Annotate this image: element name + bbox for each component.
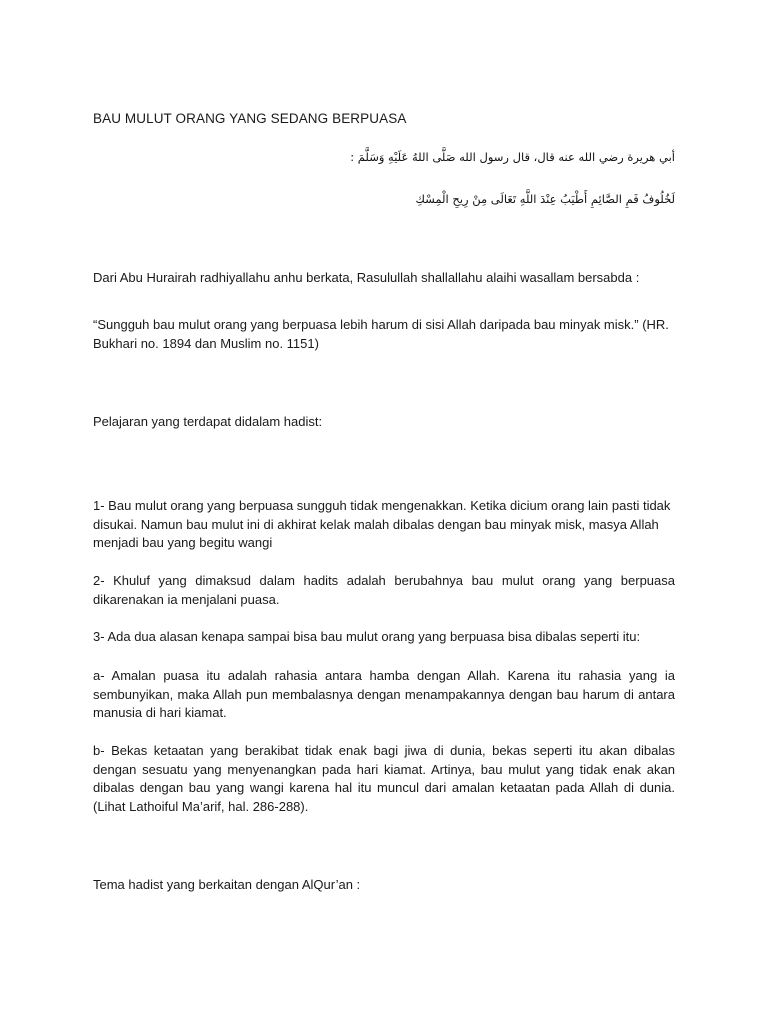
lesson-point-3b: b- Bekas ketaatan yang berakibat tidak enak bagi jiwa di dunia, bekas seperti itu akan dibalas dengan sesuatu yang menyenangkan pada hari kiamat. Artinya, bau mulut yang tidak enak akan dibalas dengan bau yang wangi karena hal itu muncul dari amalan ketaatan pada Allah di dunia. (Lihat Lathoiful Ma’arif, hal. 286-288). xyxy=(93,743,675,814)
lesson-point-2: 2- Khuluf yang dimaksud dalam hadits adalah berubahnya bau mulut orang yang berpuasa dikarenakan ia menjalani puasa. xyxy=(93,573,675,607)
lesson-point-3a: a- Amalan puasa itu adalah rahasia antara hamba dengan Allah. Karena itu rahasia yang ia sembunyikan, maka Allah pun membalasnya dengan menampakannya dengan bau harum di antara manusia di hari kiamat. xyxy=(93,668,675,720)
arabic-isnad-line: أبي هريرة رضي الله عنه قال، قال رسول الله صَلَّى اللهُ عَلَيْهِ وَسَلَّمَ : xyxy=(350,150,675,164)
theme-heading: Tema hadist yang berkaitan dengan AlQur’an : xyxy=(93,877,361,892)
intro-paragraph: Dari Abu Hurairah radhiyallahu anhu berkata, Rasulullah shallallahu alaihi wasallam bersabda : xyxy=(93,270,640,285)
lessons-heading: Pelajaran yang terdapat didalam hadist: xyxy=(93,414,323,429)
document-title: BAU MULUT ORANG YANG SEDANG BERPUASA xyxy=(93,111,407,126)
hadith-translation: “Sungguh bau mulut orang yang berpuasa lebih harum di sisi Allah daripada bau minyak misk.” (HR. Bukhari no. 1894 dan Muslim no. 1151) xyxy=(93,317,669,351)
arabic-hadith-text: لَخُلُوفُ فَمِ الصَّائِمِ أَطْيَبُ عِنْدَ اللَّهِ تَعَالَى مِنْ رِيحِ الْمِسْكِ xyxy=(415,192,675,206)
lesson-point-1: 1- Bau mulut orang yang berpuasa sungguh tidak mengenakkan. Ketika dicium orang lain pasti tidak disukai. Namun bau mulut ini di akhirat kelak malah dibalas dengan bau minyak misk, masya Allah menjadi bau yang begitu wangi xyxy=(93,498,671,550)
lesson-point-3: 3- Ada dua alasan kenapa sampai bisa bau mulut orang yang berpuasa bisa dibalas seperti itu: xyxy=(93,629,641,644)
